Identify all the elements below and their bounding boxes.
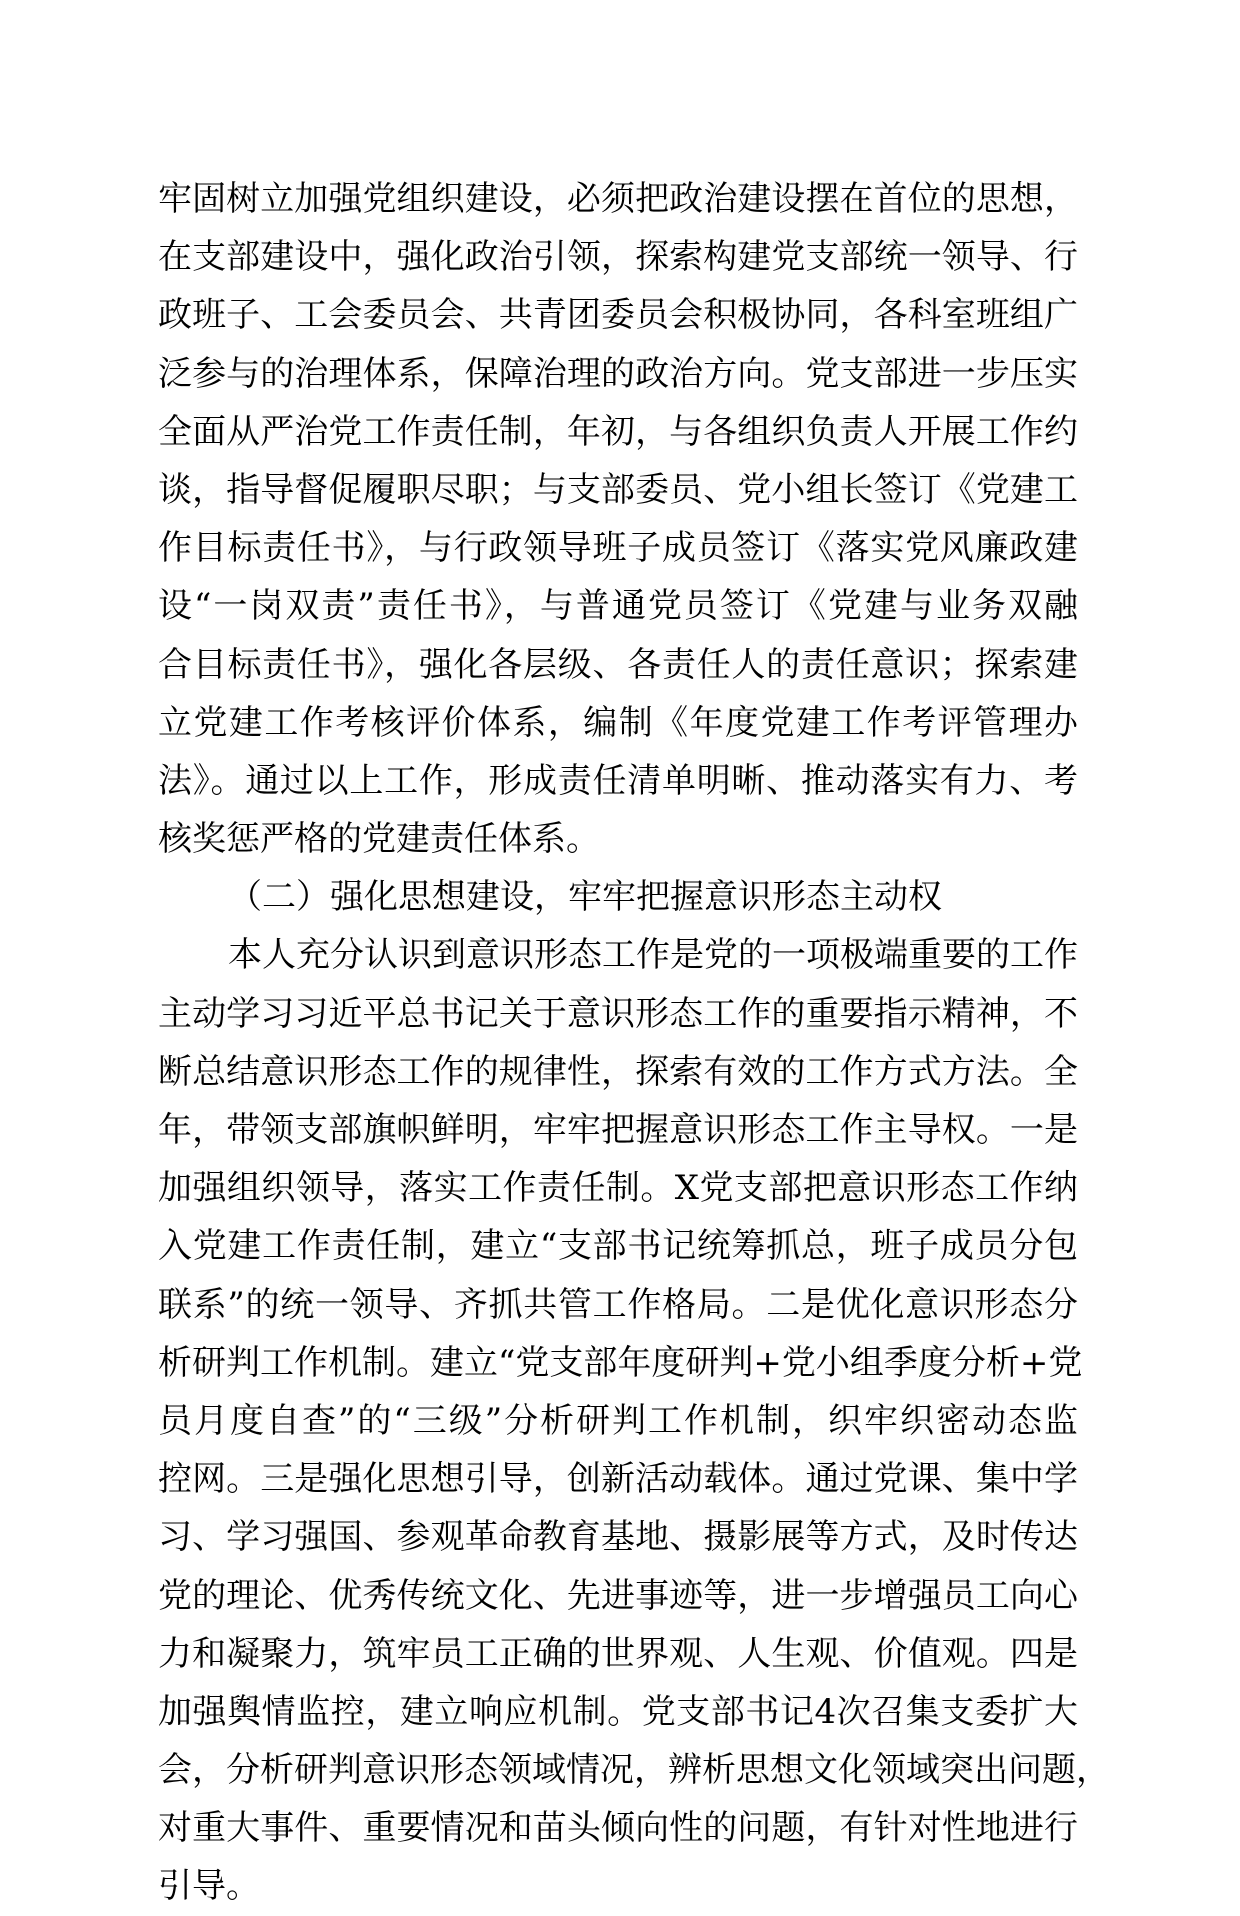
paragraph-line: 立党建工作考核评价体系，编制《年度党建工作考评管理办 xyxy=(158,702,1078,743)
paragraph-line: 牢固树立加强党组织建设，必须把政治建设摆在首位的思想， xyxy=(158,179,1078,219)
paragraph-line: 引导。 xyxy=(158,1866,260,1907)
paragraph-line: 设“一岗双责”责任书》，与普通党员签订《党建与业务双融 xyxy=(158,586,1078,627)
paragraph-line: 习、学习强国、参观革命教育基地、摄影展等方式，及时传达 xyxy=(158,1517,1078,1558)
paragraph-line: 本人充分认识到意识形态工作是党的一项极端重要的工作 xyxy=(228,935,1078,976)
paragraph-line: 法》。通过以上工作，形成责任清单明晰、推动落实有力、考 xyxy=(158,760,1078,801)
paragraph-line: 力和凝聚力，筑牢员工正确的世界观、人生观、价值观。四是 xyxy=(158,1633,1078,1674)
paragraph-line: 控网。三是强化思想引导，创新活动载体。通过党课、集中学 xyxy=(158,1459,1078,1500)
paragraph-line: 作目标责任书》，与行政领导班子成员签订《落实党风廉政建 xyxy=(158,528,1078,569)
paragraph-line: 断总结意识形态工作的规律性，探索有效的工作方式方法。全 xyxy=(158,1051,1078,1092)
section-heading: （二）强化思想建设，牢牢把握意识形态主动权 xyxy=(228,877,942,918)
paragraph-line: 入党建工作责任制，建立“支部书记统筹抓总，班子成员分包 xyxy=(158,1226,1078,1267)
paragraph-line: 加强舆情监控，建立响应机制。党支部书记4次召集支委扩大 xyxy=(158,1691,1078,1732)
paragraph-line: 政班子、工会委员会、共青团委员会积极协同，各科室班组广 xyxy=(158,295,1078,336)
paragraph-line: 谈，指导督促履职尽职；与支部委员、党小组长签订《党建工 xyxy=(158,469,1078,510)
paragraph-line: 员月度自查”的“三级”分析研判工作机制，织牢织密动态监 xyxy=(158,1400,1078,1441)
document-body xyxy=(158,170,1110,1916)
paragraph-line: 会，分析研判意识形态领域情况，辨析思想文化领域突出问题， xyxy=(158,1750,1110,1791)
paragraph-line: 析研判工作机制。建立“党支部年度研判+党小组季度分析+党 xyxy=(158,1342,1083,1383)
paragraph-line: 全面从严治党工作责任制，年初，与各组织负责人开展工作约 xyxy=(158,411,1078,452)
paragraph-line: 泛参与的治理体系，保障治理的政治方向。党支部进一步压实 xyxy=(158,353,1078,394)
paragraph-line: 党的理论、优秀传统文化、先进事迹等，进一步增强员工向心 xyxy=(158,1575,1078,1616)
paragraph-line: 在支部建设中，强化政治引领，探索构建党支部统一领导、行 xyxy=(158,237,1078,278)
paragraph-line: 年，带领支部旗帜鲜明，牢牢把握意识形态工作主导权。一是 xyxy=(158,1110,1078,1150)
paragraph-line: 合目标责任书》，强化各层级、各责任人的责任意识；探索建 xyxy=(158,644,1078,685)
paragraph-line: 联系”的统一领导、齐抓共管工作格局。二是优化意识形态分 xyxy=(158,1284,1078,1325)
paragraph-line: 对重大事件、重要情况和苗头倾向性的问题，有针对性地进行 xyxy=(158,1808,1078,1849)
paragraph-line: 加强组织领导，落实工作责任制。X党支部把意识形态工作纳 xyxy=(158,1168,1078,1209)
paragraph-line: 主动学习习近平总书记关于意识形态工作的重要指示精神，不 xyxy=(158,993,1078,1034)
paragraph-line: 核奖惩严格的党建责任体系。 xyxy=(158,819,600,860)
